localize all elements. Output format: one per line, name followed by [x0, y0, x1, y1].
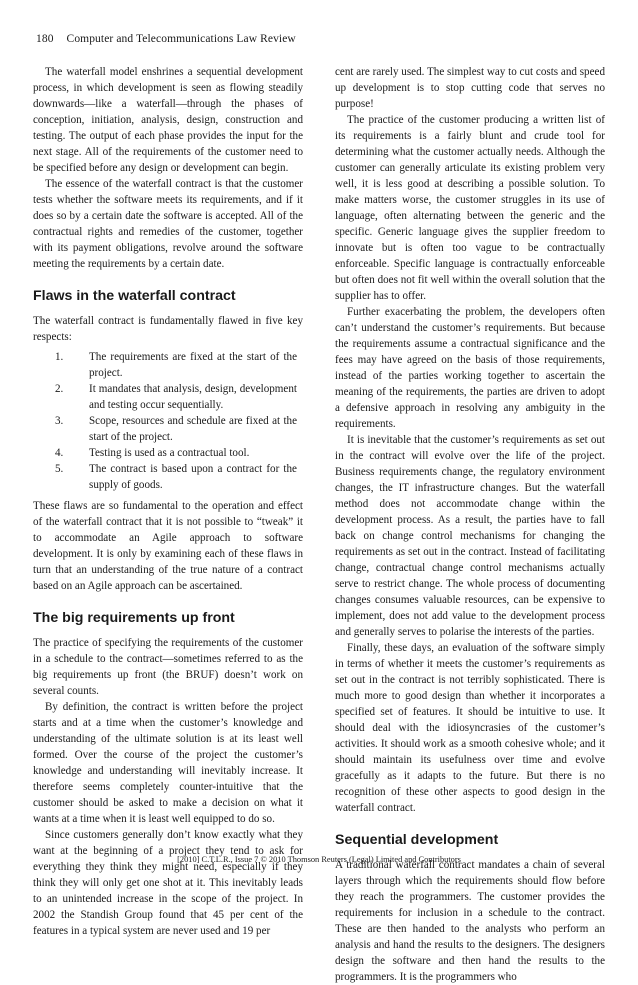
list-text: It mandates that analysis, design, development and testing occur sequentially.: [89, 383, 297, 411]
section-heading-big-requirements: The big requirements up front: [33, 610, 235, 626]
list-number: 3.: [55, 415, 64, 427]
paragraph: A traditional waterfall contract mandates a chain of several layers through which the requirements should flow before they reach the programmers. The customer provides the requirements for inclusion in a schedule to the contract. These are then handed to the analysts who perform an analysis and hand the results to the designers. The designers design the software and then hand the results to the programmers. It is the programmers who: [335, 859, 605, 983]
paragraph: The essence of the waterfall contract is that the customer tests whether the software meets its requirements, and if it does so by a certain date the software is accepted. All of the contractual rights and remedies of the customer, together with its payment obligations, revolve around the software meeting the requirements by a certain date.: [33, 178, 303, 270]
running-header: [36, 33, 296, 45]
list-number: 1.: [55, 351, 64, 363]
paragraph: The waterfall model enshrines a sequential development process, in which development is seen as flowing steadily downwards—like a waterfall—through the phases of conception, initiation, analysis, design, construction and testing. The output of each phase provides the input for the next stage. All of the requirements of the customer need to be specified before any design or development can begin.: [33, 66, 303, 174]
paragraph: Finally, these days, an evaluation of the software simply in terms of whether it meets the customer’s requirements as set out in the contract is not terribly sophisticated. There is much more to good design than whether it incorporates a specified set of features. It should be intuitive to use. It should deal with the idiosyncrasies of the customer’s activities. It should work as a smooth cohesive whole; and it should maintain its usefulness over time and evolve gracefully as it adapts to the future. But there is no recognition of these other aspects to good design in the waterfall contract.: [335, 642, 605, 814]
paragraph: By definition, the contract is written before the project starts and at a time when the customer’s knowledge and understanding of the ultimate solution is at its least well formed. Over the course of the project the customer’s knowledge and understanding will inevitably increase. It therefore seems completely counter-intuitive that the customer should be asked to make a decision on what it wants at a time when it is least well equipped to do so.: [33, 701, 303, 825]
list-text: Scope, resources and schedule are fixed at the start of the project.: [89, 415, 297, 443]
paragraph: cent are rarely used. The simplest way to cut costs and speed up development is to stop cutting code that serves no purpose!: [335, 66, 605, 110]
right-column: [335, 64, 605, 985]
paragraph: Since customers generally don’t know exactly what they want at the beginning of a project they tend to ask for everything they think they might need, especially if they think they will only get one shot at it. This inevitably leads to an unintended increase in the scope of the project. In 2002 the Standish Group found that 45 per cent of the features in a typical system are never used and 19 per: [33, 829, 303, 937]
paragraph: The waterfall contract is fundamentally flawed in five key respects:: [33, 315, 303, 343]
list-item: [33, 381, 303, 413]
page-footer: [2010] C.T.L.R., Issue 7 © 2010 Thomson Reuters (Legal) Limited and Contributors: [177, 855, 461, 864]
journal-title: Computer and Telecommunications Law Review: [66, 33, 296, 45]
paragraph: The practice of the customer producing a written list of its requirements is a fairly blunt and crude tool for determining what the customer actually needs. Although the customer can generally articulate its existing problem very well, it is less good at describing a possible solution. To make matters worse, the customer struggles in its use of language, often alternating between the generic and the specific. Generic language gives the supplier freedom to innovate but is often too vague to be contractually enforceable. Specific language is contractually enforceable but often does not fit well within the overall solution that the supplier has to offer.: [335, 114, 605, 302]
paragraph: It is inevitable that the customer’s requirements as set out in the contract will evolve over the life of the project. Business requirements change, the regulatory environment changes, the IT infrastructure changes. But the waterfall method does not accommodate change within the development process. As a result, the parties have to fall back on change control mechanisms for changing the requirements as set out in the contract. Instead of facilitating change, contractual change control mechanisms actually serve to restrict change. The whole process of documenting changes consumes valuable resources, can be expensive to implement, does not add value to the development process and generally serves to polarise the interests of the parties.: [335, 434, 605, 638]
paragraph: These flaws are so fundamental to the operation and effect of the waterfall contract that it is not possible to “tweak” it to accommodate an Agile approach to software development. It is only by examining each of these flaws in turn that an understanding of the true nature of a contract based on an Agile approach can be ascertained.: [33, 500, 303, 592]
list-text: The requirements are fixed at the start of the project.: [89, 351, 297, 379]
list-item: [33, 445, 303, 461]
paragraph: Further exacerbating the problem, the developers often can’t understand the customer’s requirements. But because the requirements assume a contractual significance and the fees may have agreed on the basis of those requirements, instead of the parties working together to ascertain the meaning of the requirements, the parties are driven to adopt a defensive approach in resolving any ambiguity in the requirements.: [335, 306, 605, 430]
list-item: [33, 349, 303, 381]
flaws-list: [33, 349, 303, 493]
list-item: [33, 461, 303, 493]
section-heading-flaws: Flaws in the waterfall contract: [33, 288, 236, 304]
list-text: The contract is based upon a contract for the supply of goods.: [89, 463, 297, 491]
list-number: 5.: [55, 463, 64, 475]
left-column: [33, 64, 303, 939]
list-text: Testing is used as a contractual tool.: [89, 447, 250, 459]
section-heading-sequential: Sequential development: [335, 832, 499, 848]
paragraph: The practice of specifying the requirements of the customer in a schedule to the contract—sometimes referred to as the big requirements up front (the BRUF) doesn’t work on several counts.: [33, 637, 303, 697]
list-item: [33, 413, 303, 445]
page-number: 180: [36, 33, 54, 45]
list-number: 4.: [55, 447, 64, 459]
list-number: 2.: [55, 383, 64, 395]
